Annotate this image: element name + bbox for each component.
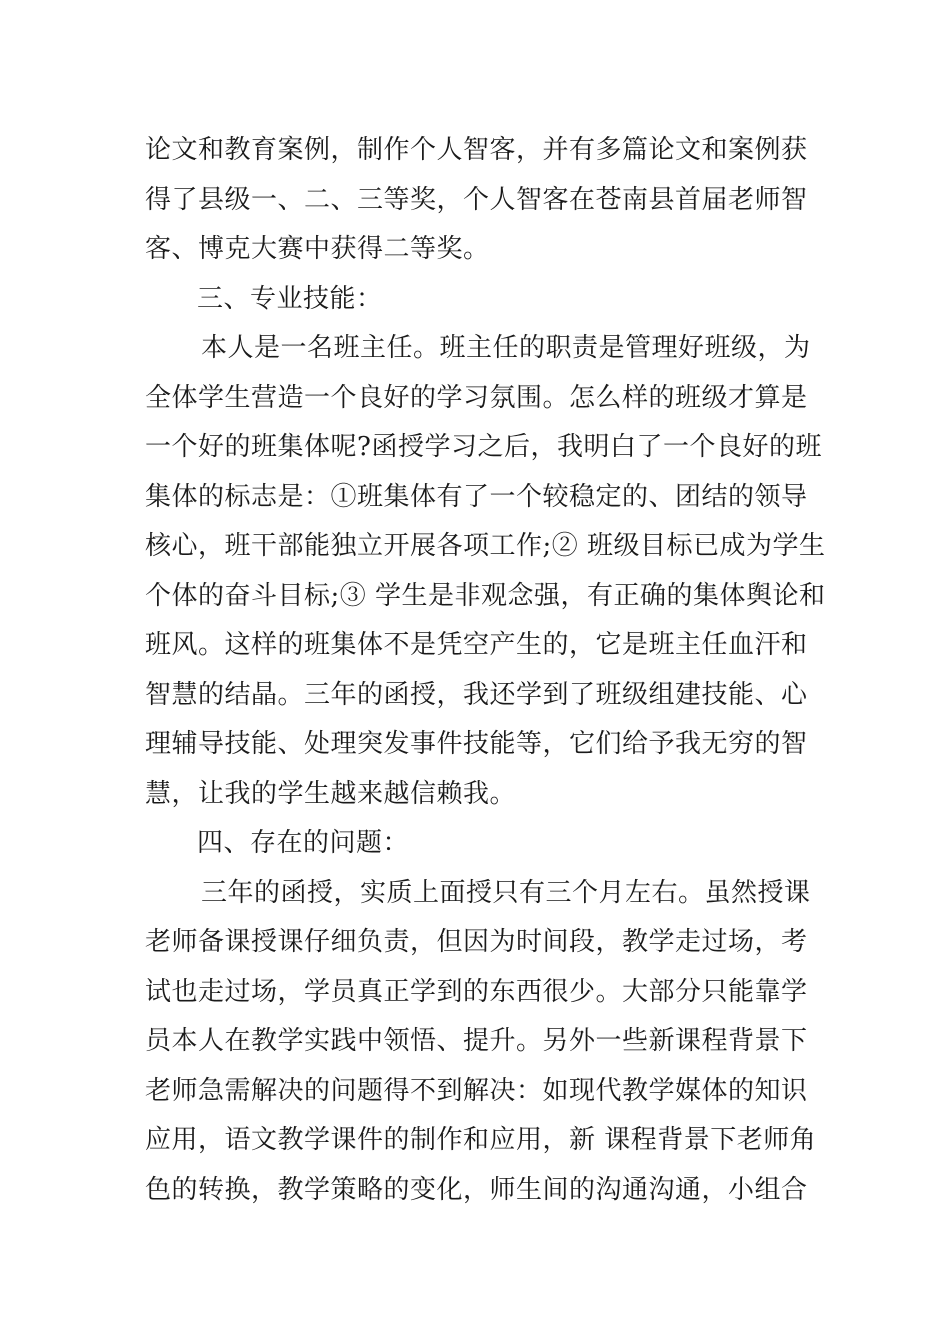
text-line: 客、博克大赛中获得二等奖。 <box>145 234 490 264</box>
text-line: 全体学生营造一个良好的学习氛围。怎么样的班级才算是 <box>145 382 808 413</box>
document-body <box>145 126 825 1215</box>
text-line: 集体的标志是：①班集体有了一个较稳定的、团结的领导 <box>145 481 808 512</box>
section-heading-problems: 四、存在的问题： <box>197 828 410 858</box>
text-line: 理辅导技能、处理突发事件技能等，它们给予我无穷的智 <box>145 729 808 759</box>
text-line: 智慧的结晶。三年的函授，我还学到了班级组建技能、心 <box>145 679 808 710</box>
text-line: 老师备课授课仔细负责，但因为时间段，教学走过场，考 <box>145 927 808 957</box>
text-line: 老师急需解决的问题得不到解决：如现代教学媒体的知识 <box>145 1075 808 1106</box>
text-line: 班风。这样的班集体不是凭空产生的，它是班主任血汗和 <box>145 630 808 660</box>
text-line: 试也走过场，学员真正学到的东西很少。大部分只能靠学 <box>145 976 808 1007</box>
text-line: 一个好的班集体呢?函授学习之后，我明白了一个良好的班 <box>145 432 822 462</box>
text-line: 员本人在教学实践中领悟、提升。另外一些新课程背景下 <box>145 1026 808 1056</box>
text-line: 得了县级一、二、三等奖，个人智客在苍南县首届老师智 <box>145 184 808 215</box>
text-line: 论文和教育案例，制作个人智客，并有多篇论文和案例获 <box>145 135 808 165</box>
text-line: 色的转换，教学策略的变化，师生间的沟通沟通，小组合 <box>145 1174 808 1205</box>
text-line: 慧，让我的学生越来越信赖我。 <box>145 778 517 809</box>
text-line: 本人是一名班主任。班主任的职责是管理好班级，为 <box>201 333 811 363</box>
text-line: 个体的奋斗目标;③ 学生是非观念强，有正确的集体舆论和 <box>145 580 826 611</box>
text-line: 核心，班干部能独立开展各项工作;② 班级目标已成为学生 <box>145 531 826 561</box>
section-heading-skills: 三、专业技能： <box>197 283 383 314</box>
text-line: 三年的函授，实质上面授只有三个月左右。虽然授课 <box>201 877 811 908</box>
text-line: 应用，语文教学课件的制作和应用，新 课程背景下老师角 <box>145 1125 817 1155</box>
